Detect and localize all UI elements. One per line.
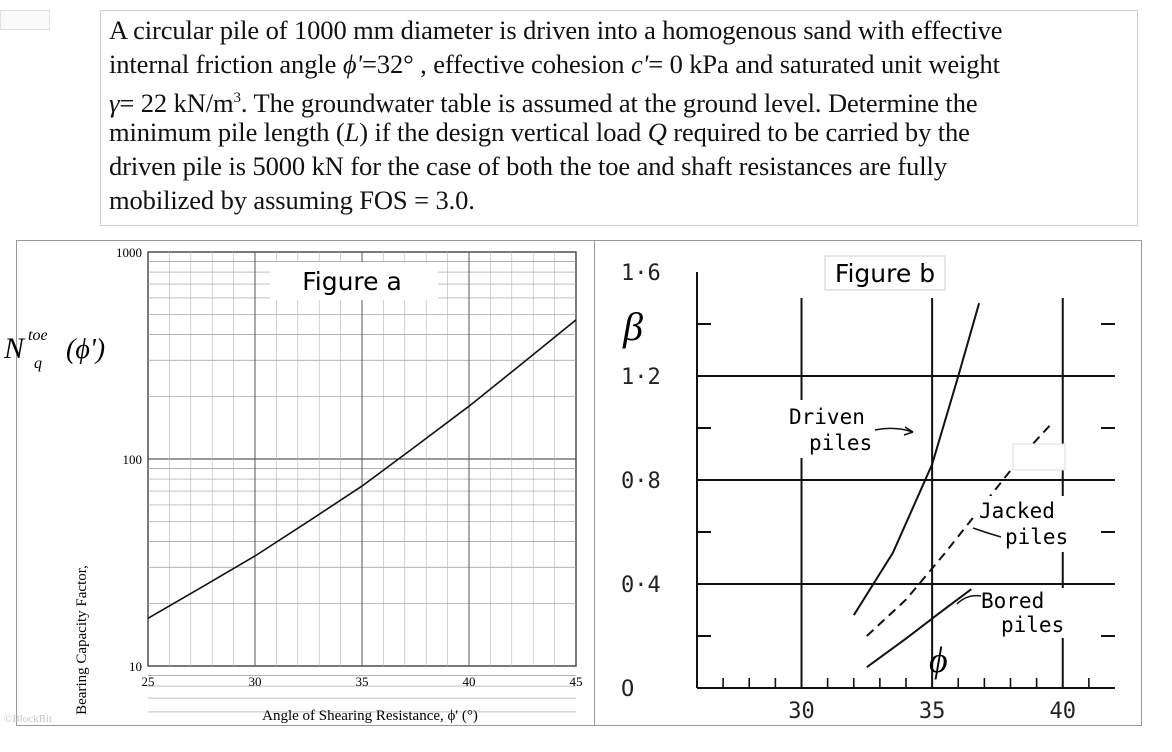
superscript: 3	[233, 90, 241, 106]
x-axis-label: Angle of Shearing Resistance, ϕ' (°)	[262, 708, 478, 724]
x-tick-label: 40	[1049, 699, 1076, 724]
cohesion-symbol: c'	[630, 49, 649, 79]
problem-line-2	[109, 49, 1000, 79]
scan-corner-mark	[0, 10, 50, 30]
text: = 0 kPa and saturated unit weight	[648, 49, 1000, 79]
load-symbol: Q	[647, 117, 667, 147]
y-tick-label: 1·2	[621, 365, 661, 390]
y-tick-label: 1000	[116, 245, 142, 260]
annotation-bored-word2: piles	[1001, 613, 1065, 637]
phi-symbol: ϕ'	[342, 49, 362, 79]
nq-symbol: N	[4, 332, 25, 365]
x-tick-labels	[142, 674, 583, 689]
y-axis-label: Bearing Capacity Factor,	[74, 565, 90, 715]
curve-driven-piles	[854, 303, 979, 615]
watermark: ©BlockBit	[4, 713, 53, 725]
annotation-driven-word2: piles	[809, 431, 873, 455]
x-tick-label: 35	[355, 674, 369, 689]
x-tick-label: 40	[462, 674, 476, 689]
x-tick-label: 30	[788, 699, 815, 724]
problem-line-6: mobilized by assuming FOS = 3.0.	[109, 185, 475, 215]
y-tick-labels	[116, 245, 142, 674]
text: required to be carried by the	[666, 117, 970, 147]
annotation-jacked-word2: piles	[1005, 525, 1069, 549]
text: internal friction angle	[109, 49, 343, 79]
gamma-symbol: γ	[109, 87, 120, 118]
annotation-driven-word1: Driven	[789, 405, 865, 429]
figure-a-title: Figure a	[302, 267, 402, 296]
scan-box	[1013, 444, 1065, 470]
x-tick-label: 30	[248, 674, 262, 689]
y-tick-label: O	[621, 677, 635, 702]
nq-subscript: q	[34, 355, 42, 372]
nq-argument: (ϕ')	[66, 334, 106, 365]
figure-b-chart	[595, 240, 1143, 726]
figure-b-title: Figure b	[834, 259, 936, 288]
annotation-bored-word1: Bored	[981, 589, 1045, 613]
beta-symbol: β	[623, 304, 643, 349]
y-tick-label: 0·4	[621, 573, 661, 598]
curve-bored-piles	[867, 589, 972, 667]
text: . The groundwater table is assumed at the ground level. Determine the	[240, 87, 978, 118]
problem-line-3	[109, 83, 978, 118]
y-tick-label: 10	[129, 659, 142, 674]
nq-superscript: toe	[28, 327, 48, 344]
figure-a-chart	[0, 240, 594, 726]
problem-line-5: driven pile is 5000 kN for the case of both the toe and shaft resistances are fully	[109, 151, 947, 181]
y-tick-label: 0·8	[621, 469, 661, 494]
problem-line-1: A circular pile of 1000 mm diameter is driven into a homogenous sand with effective	[109, 15, 1003, 45]
grid	[148, 252, 576, 726]
x-tick-label: 45	[569, 674, 583, 689]
text: ) if the design vertical load	[359, 117, 648, 147]
text: = 22 kN/m	[119, 87, 234, 118]
y-tick-label: 100	[122, 452, 142, 467]
x-tick-label: 35	[918, 699, 946, 724]
text: minimum pile length (	[109, 117, 345, 147]
x-tick-label: 25	[141, 674, 155, 689]
annotations	[785, 400, 1095, 680]
y-tick-label: 1·6	[621, 261, 661, 286]
problem-line-4	[109, 117, 970, 147]
x-tick-labels	[788, 699, 1076, 724]
phi-axis-symbol: ϕ	[929, 640, 948, 680]
annotation-jacked-word1: Jacked	[979, 499, 1055, 523]
text: =32° , effective cohesion	[362, 49, 631, 79]
problem-statement	[100, 10, 1138, 226]
length-symbol: L	[344, 117, 360, 147]
